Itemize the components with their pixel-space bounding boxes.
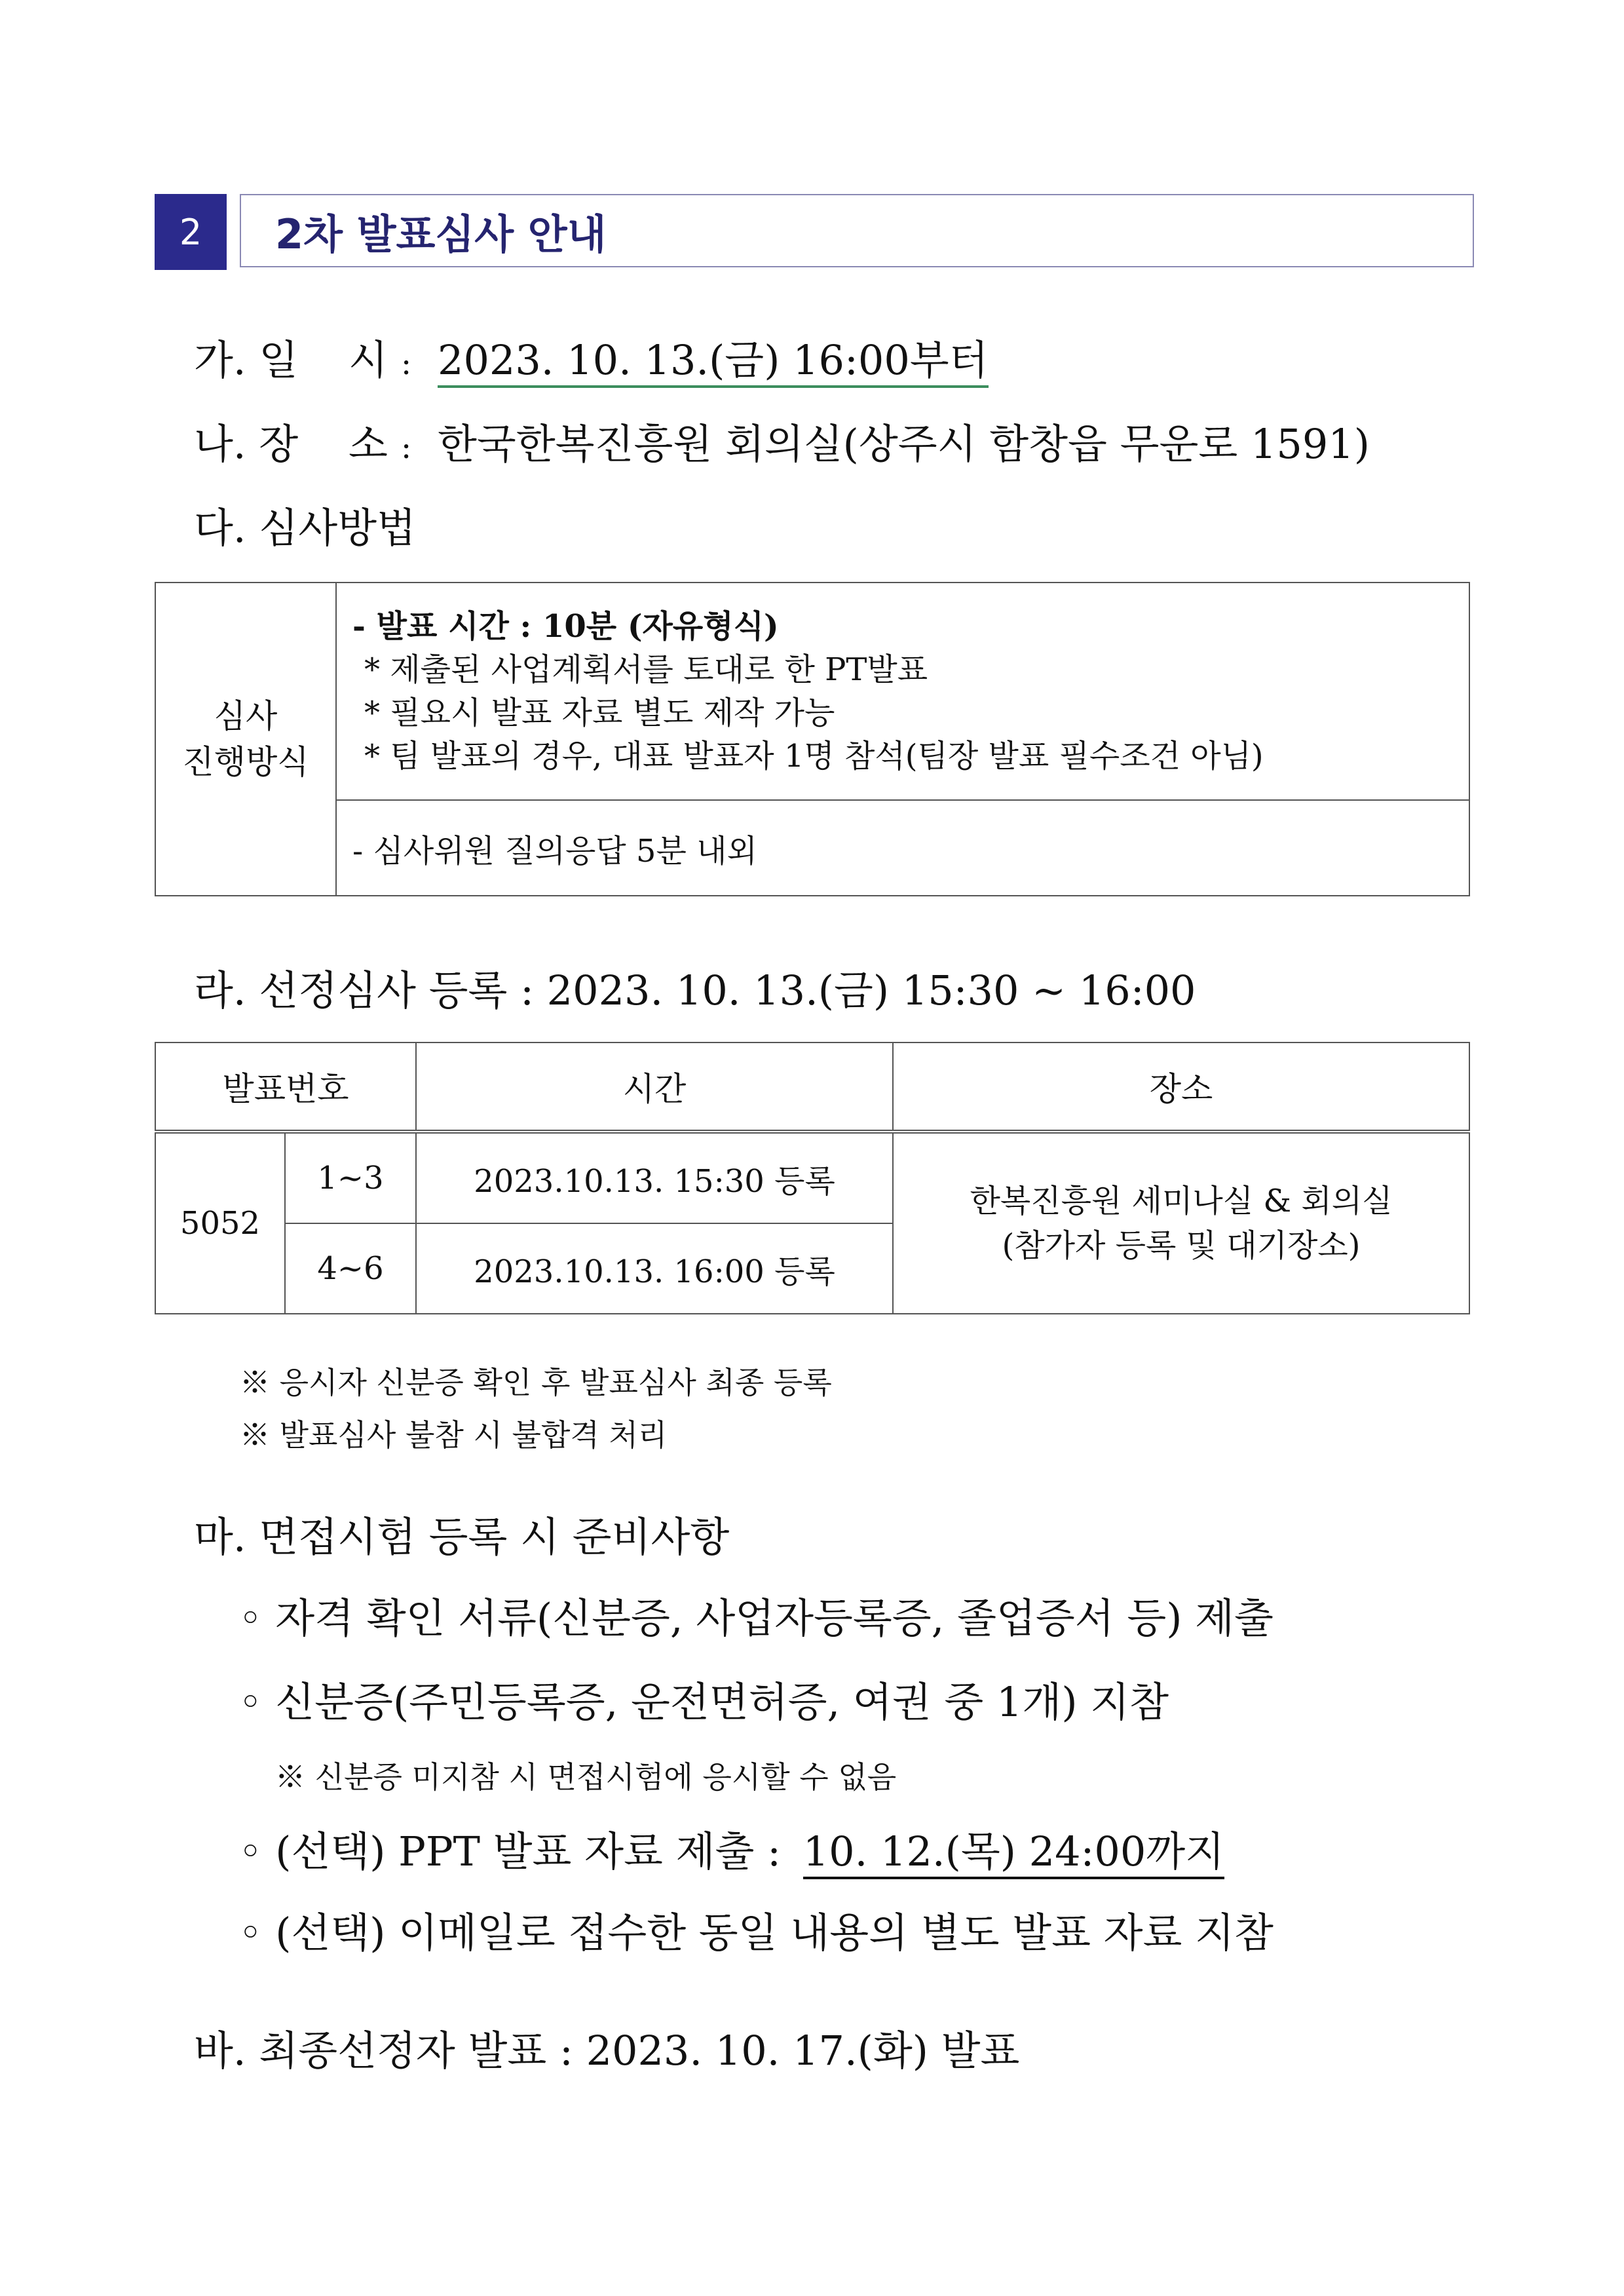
- time-cell: 2023.10.13. 16:00 등록: [416, 1223, 893, 1314]
- section-number: 2: [155, 194, 227, 270]
- prep-ppt-label: ◦ (선택) PPT 발표 자료 제출 :: [238, 1827, 782, 1875]
- item-place: [194, 411, 1370, 470]
- place-line2: (참가자 등록 및 대기장소): [1002, 1227, 1361, 1264]
- range-cell: 1~3: [285, 1132, 416, 1223]
- item-date-sep: :: [401, 345, 412, 382]
- place-cell: [893, 1132, 1469, 1314]
- method-qa-cell: - 심사위원 질의응답 5분 내외: [336, 800, 1469, 896]
- item-method-heading: 다. 심사방법: [194, 504, 416, 552]
- prep-ppt-deadline: 10. 12.(목) 24:00까지: [803, 1827, 1224, 1879]
- section-title-text: 2차 발표심사 안내: [275, 210, 607, 258]
- method-line: - 발표 시간 : 10분 (자유형식): [352, 608, 779, 645]
- prep-bullet-documents: ◦ 자격 확인 서류(신분증, 사업자등록증, 졸업증서 등) 제출: [238, 1594, 1274, 1642]
- place-line1: 한복진흥원 세미나실 & 회의실: [970, 1183, 1393, 1219]
- method-table: [155, 582, 1470, 896]
- note-id-check: ※ 응시자 신분증 확인 후 발표심사 최종 등록: [240, 1365, 832, 1400]
- item-date-label: 가. 일: [194, 336, 299, 384]
- item-place-value: 한국한복진흥원 회의실(상주시 함창읍 무운로 1591): [438, 420, 1370, 468]
- item-place-sep: :: [401, 429, 412, 466]
- registration-heading: 라. 선정심사 등록 : 2023. 10. 13.(금) 15:30 ~ 16:00: [194, 966, 1196, 1014]
- range-cell: 4~6: [285, 1223, 416, 1314]
- method-line: * 필요시 발표 자료 별도 제작 가능: [364, 695, 835, 731]
- col-header-place: 장소: [893, 1043, 1469, 1132]
- item-place-label: 나. 장: [194, 420, 299, 468]
- method-line: * 팀 발표의 경우, 대표 발표자 1명 참석(팀장 발표 필수조건 아님): [364, 738, 1264, 775]
- final-announcement: 바. 최종선정자 발표 : 2023. 10. 17.(화) 발표: [194, 2027, 1020, 2075]
- col-header-time: 시간: [416, 1043, 893, 1132]
- item-place-label2: 소: [349, 420, 388, 468]
- method-table-header: [155, 583, 336, 896]
- item-date-value: 2023. 10. 13.(금) 16:00부터: [438, 336, 989, 388]
- table-row: [155, 1132, 1469, 1223]
- method-presentation-cell: [336, 583, 1469, 800]
- note-absence: ※ 발표심사 불참 시 불합격 처리: [240, 1417, 668, 1453]
- prep-heading: 마. 면접시험 등록 시 준비사항: [194, 1513, 730, 1561]
- method-header-line1: 심사: [214, 697, 278, 735]
- method-header-line2: 진행방식: [182, 743, 309, 781]
- time-cell: 2023.10.13. 15:30 등록: [416, 1132, 893, 1223]
- col-header-number: 발표번호: [155, 1043, 416, 1132]
- prep-bullet-ppt: [238, 1819, 1224, 1877]
- table-header-row: [155, 1043, 1469, 1132]
- prep-bullet-id: ◦ 신분증(주민등록증, 운전면허증, 여권 중 1개) 지참: [238, 1678, 1169, 1726]
- prep-bullet-email: ◦ (선택) 이메일로 접수한 동일 내용의 별도 발표 자료 지참: [238, 1909, 1274, 1957]
- method-line: * 제출된 사업계획서를 토대로 한 PT발표: [364, 651, 928, 688]
- section-title: [240, 194, 1474, 267]
- group-number: 5052: [155, 1132, 285, 1314]
- registration-table: [155, 1042, 1470, 1314]
- item-date: [194, 328, 989, 386]
- prep-id-note: ※ 신분증 미지참 시 면접시험에 응시할 수 없음: [275, 1759, 897, 1795]
- item-date-label2: 시: [349, 336, 388, 384]
